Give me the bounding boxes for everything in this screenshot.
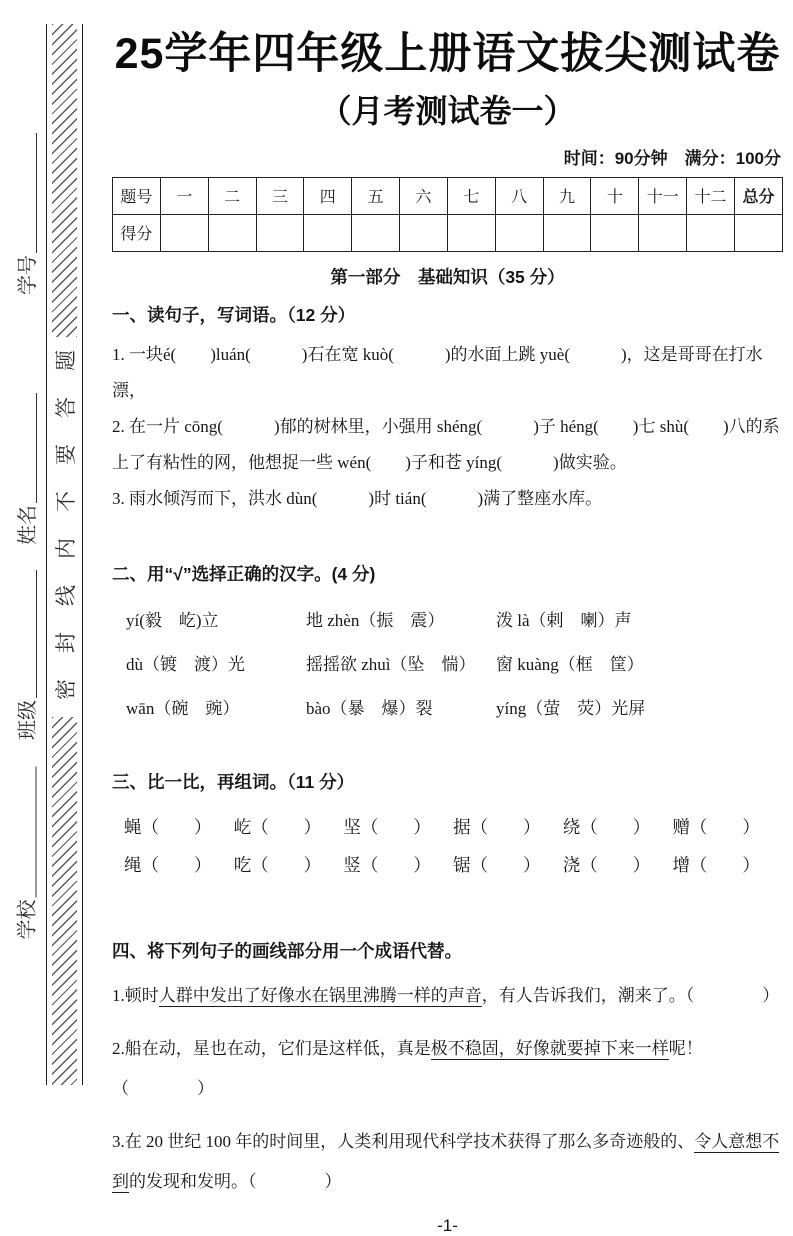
question-col-header: 九 xyxy=(543,177,591,214)
question-col-header: 十二 xyxy=(687,177,735,214)
q4-item-3 xyxy=(112,1122,783,1202)
q2-option-cell: yí(毅 屹)立 xyxy=(126,610,219,630)
question-col-header: 五 xyxy=(352,177,400,214)
underlined-phrase: 令人意想不到 xyxy=(112,1131,780,1191)
q2-option-cell: 地 zhèn（振 震） xyxy=(306,610,445,630)
class-blank-line xyxy=(36,570,37,698)
score-table xyxy=(112,177,783,252)
seal-line-strip xyxy=(46,24,83,1085)
student-id-label: 学号 xyxy=(17,255,39,295)
sentence-text: 呢！（ ） xyxy=(112,1038,703,1098)
school-label: 学校 xyxy=(16,899,39,940)
q4-items xyxy=(112,976,783,1202)
question-number-row xyxy=(113,177,783,214)
seal-hatch-bottom xyxy=(52,717,77,1085)
score-cell xyxy=(160,214,208,251)
q2-heading: 二、用“√”选择正确的汉字。(4 分) xyxy=(112,563,376,584)
question-col-header: 六 xyxy=(400,177,448,214)
question-col-header: 二 xyxy=(208,177,256,214)
q2-option-cell: bào（暴 爆）裂 xyxy=(306,698,433,718)
q3-word-pairs xyxy=(112,808,783,884)
sentence-text: ，有人告诉我们，潮来了。（ ） xyxy=(481,985,780,1005)
q3-word-cell: 竖（ ） xyxy=(343,854,431,875)
q4-item-1 xyxy=(112,976,783,1016)
q3-row-1 xyxy=(124,808,760,846)
score-cell xyxy=(495,214,543,251)
q3-word-cell: 浇（ ） xyxy=(562,854,651,875)
score-row-label: 得分 xyxy=(113,214,161,251)
student-name-blank-line xyxy=(36,393,37,503)
q2-option-cell: dù（镀 渡）光 xyxy=(126,654,245,674)
page-number: -1- xyxy=(437,1215,458,1235)
school-blank-line xyxy=(36,767,37,898)
q3-row-2 xyxy=(124,846,760,884)
q1-heading: 一、读句子，写词语。（12 分） xyxy=(112,304,356,325)
score-cell xyxy=(304,214,352,251)
student-id-blank-line xyxy=(36,133,37,253)
score-cell xyxy=(687,214,735,251)
seal-char: 不 xyxy=(53,491,78,512)
q3-word-cell: 坚（ ） xyxy=(343,816,431,837)
seal-char: 答 xyxy=(53,397,78,418)
q4-item-2 xyxy=(112,1029,783,1109)
q3-word-cell: 锯（ ） xyxy=(453,854,541,875)
score-cell xyxy=(400,214,448,251)
seal-char: 内 xyxy=(53,538,78,559)
page-title: 25学年四年级上册语文拔尖测试卷 xyxy=(114,30,781,78)
q1-item-2: 2. 在一片 cōng( )郁的树林里，小强用 shéng( )子 héng( )七 shù( )八的系上了有粘性的网，他想捉一些 wén( )子和苍 yíng( )做实验。 xyxy=(112,416,780,472)
school-field xyxy=(6,767,40,940)
sentence-text: 的发现和发明。（ ） xyxy=(129,1171,342,1191)
q3-word-cell: 据（ ） xyxy=(453,816,541,837)
score-cell xyxy=(591,214,639,251)
q2-option-cell: 窗 kuàng（框 筐） xyxy=(496,654,644,674)
q1-items xyxy=(112,337,783,517)
time-limit-info: 时间：90分钟 满分：100分 xyxy=(563,148,781,168)
seal-char: 题 xyxy=(53,350,78,371)
sentence-text: 3.在 20 世纪 100 年的时间里，人类利用现代科学技术获得了那么多奇迹般的、 xyxy=(112,1131,695,1151)
class-label: 班级 xyxy=(17,700,39,740)
question-col-header: 十一 xyxy=(639,177,687,214)
q2-option-cell: yíng（萤 荧）光屏 xyxy=(496,698,646,718)
total-score-header: 总分 xyxy=(734,177,782,214)
question-col-header: 一 xyxy=(160,177,208,214)
seal-char: 要 xyxy=(53,444,78,465)
section-1-heading: 第一部分 基础知识（35 分） xyxy=(330,266,565,287)
seal-hatch-top xyxy=(52,24,77,337)
score-cell xyxy=(208,214,256,251)
q2-option-cell: wān（碗 豌） xyxy=(126,698,240,718)
q3-word-cell: 屹（ ） xyxy=(233,816,322,837)
student-name-label: 姓名 xyxy=(17,505,39,545)
sentence-text: 1.顿时 xyxy=(112,985,159,1005)
question-col-header: 七 xyxy=(447,177,495,214)
q2-option-cell: 摇摇欲 zhuì（坠 惴） xyxy=(306,654,476,674)
question-col-header: 三 xyxy=(256,177,304,214)
score-cell xyxy=(352,214,400,251)
q1-item-1: 1. 一块é( )luán( )石在宽 kuò( )的水面上跳 yuè( )，这是哥哥在打水漂， xyxy=(112,344,763,400)
q1-item-3: 3. 雨水倾泻而下，洪水 dùn( )时 tián( )满了整座水库。 xyxy=(112,488,603,508)
score-row xyxy=(113,214,783,251)
underlined-phrase: 极不稳固，好像就要掉下来一样 xyxy=(430,1038,669,1058)
score-cell xyxy=(543,214,591,251)
page-subtitle: （月考测试卷一） xyxy=(319,92,576,129)
student-name-field xyxy=(6,393,40,545)
seal-char: 线 xyxy=(53,585,78,606)
question-col-header: 四 xyxy=(304,177,352,214)
q3-word-cell: 绕（ ） xyxy=(562,816,651,837)
q3-heading: 三、比一比，再组词。（11 分） xyxy=(112,771,355,792)
score-cell xyxy=(734,214,782,251)
q4-heading: 四、将下列句子的画线部分用一个成语代替。 xyxy=(112,940,462,961)
q3-word-cell: 吃（ ） xyxy=(233,854,322,875)
seal-char: 密 xyxy=(53,679,78,700)
q3-word-cell: 增（ ） xyxy=(672,854,760,875)
question-col-header: 八 xyxy=(495,177,543,214)
q3-word-cell: 蝇（ ） xyxy=(124,816,212,837)
q2-option-cell: 泼 là（剌 喇）声 xyxy=(496,610,632,630)
score-cell xyxy=(447,214,495,251)
sentence-text: 2.船在动，星也在动，它们是这样低，真是 xyxy=(112,1038,431,1058)
seal-char: 封 xyxy=(53,632,78,653)
q2-options xyxy=(112,606,783,719)
score-table-corner: 题号 xyxy=(113,177,161,214)
student-id-field xyxy=(6,133,40,295)
test-paper xyxy=(112,28,783,1236)
q3-word-cell: 绳（ ） xyxy=(124,854,212,875)
score-cell xyxy=(256,214,304,251)
q3-word-cell: 赠（ ） xyxy=(672,816,760,837)
score-cell xyxy=(639,214,687,251)
underlined-phrase: 人群中发出了好像水在锅里沸腾一样的声音 xyxy=(158,985,482,1005)
question-col-header: 十 xyxy=(591,177,639,214)
class-field xyxy=(6,570,40,740)
